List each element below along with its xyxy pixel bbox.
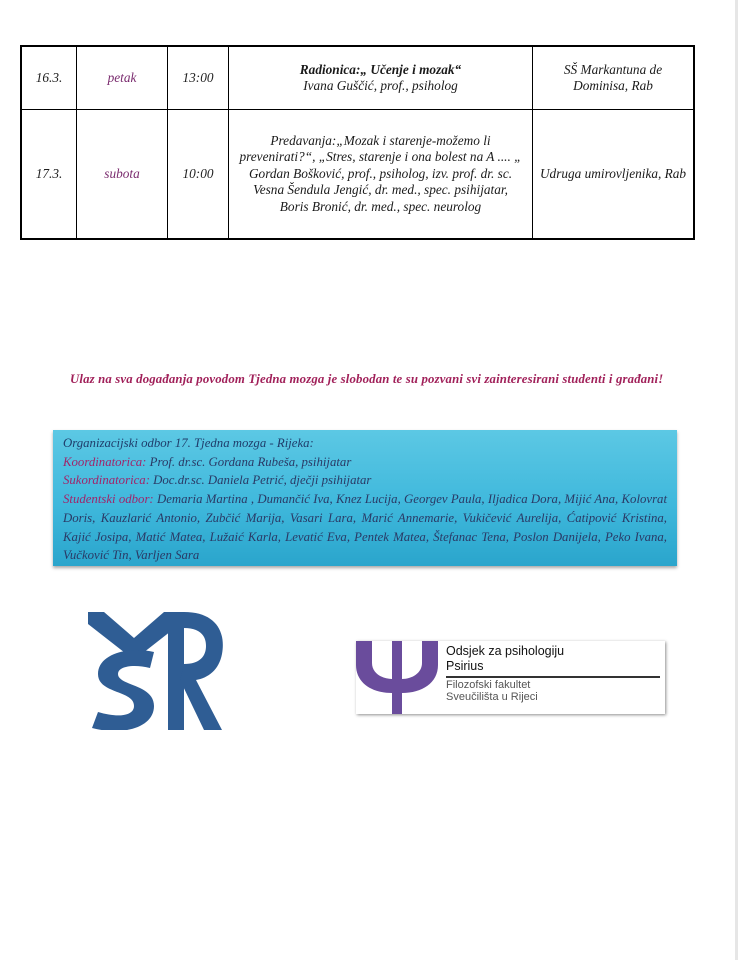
- event-cell: [229, 110, 533, 240]
- coordinator-label: Koordinatorica:: [63, 454, 147, 469]
- event-title: Radionica:„ Učenje i mozak“: [299, 61, 462, 77]
- organizing-committee: [53, 430, 677, 566]
- event-speaker: Ivana Guščić, prof., psiholog: [303, 78, 458, 93]
- coordinator-line: [63, 453, 667, 472]
- event-lecture-titles: Predavanja:„Mozak i starenje-možemo li prevenirati?“, „Stres, starenje i ona bolest na A .... „: [239, 132, 522, 165]
- entry-notice: Ulaz na sva događanja povodom Tjedna mozga je slobodan te su pozvani svi zainteresirani studenti i građani!: [70, 372, 664, 386]
- schedule-table: [20, 45, 695, 240]
- msr-logo: [88, 612, 226, 730]
- dept-divider: [446, 676, 660, 678]
- place-cell: Udruga umirovljenika, Rab: [533, 110, 695, 240]
- students-label: Studentski odbor:: [63, 492, 154, 507]
- event-cell: [229, 46, 533, 110]
- psi-icon: [356, 641, 438, 714]
- students-list: Demaria Martina , Dumančić Iva, Knez Lucija, Georgev Paula, Iljadica Dora, Mijić Ana, Kolovrat Doris, Kauzlarić Antonio, Zubčić Marija, Vasari Lara, Marić Annemarie, Vukičević Aurelija, Ćatipović Kristina, Kajić Josipa, Matić Matea, Lužaić Karla, Levatić Eva, Pentek Matea, Štefanac Tena, Poslon Danijela, Peko Ivana, Vučković Tin, Varljen Sara: [63, 492, 668, 563]
- day-cell: subota: [77, 110, 168, 240]
- faculty-name: Filozofski fakultet: [446, 679, 531, 691]
- subcoordinator-line: [63, 471, 667, 490]
- committee-heading: Organizacijski odbor 17. Tjedna mozga - Rijeka:: [63, 436, 314, 450]
- date-cell: 17.3.: [21, 110, 77, 240]
- time-cell: 13:00: [168, 46, 229, 110]
- coordinator-name: Prof. dr.sc. Gordana Rubeša, psihijatar: [149, 454, 352, 469]
- dept-name: Odsjek za psihologiju: [446, 644, 565, 658]
- psychology-department-logo: [356, 641, 665, 714]
- students-line: [63, 490, 667, 565]
- time-cell: 10:00: [168, 110, 229, 240]
- subcoordinator-name: Doc.dr.sc. Daniela Petrić, dječji psihijatar: [153, 473, 372, 488]
- day-cell: petak: [77, 46, 168, 110]
- table-row: [21, 46, 694, 110]
- event-speaker: Gordan Bošković, prof., psiholog, izv. prof. dr. sc.: [248, 165, 513, 181]
- place-cell: SŠ Markantuna de Dominisa, Rab: [533, 46, 695, 110]
- table-row: [21, 110, 694, 240]
- event-speaker: Boris Bronić, dr. med., spec. neurolog: [279, 198, 482, 214]
- university-name: Sveučilišta u Rijeci: [446, 691, 538, 703]
- dept-sub: Psirius: [446, 659, 484, 673]
- date-cell: 16.3.: [21, 46, 77, 110]
- event-speaker: Vesna Šendula Jengić, dr. med., spec. psihijatar,: [253, 182, 508, 198]
- subcoordinator-label: Sukordinatorica:: [63, 473, 150, 488]
